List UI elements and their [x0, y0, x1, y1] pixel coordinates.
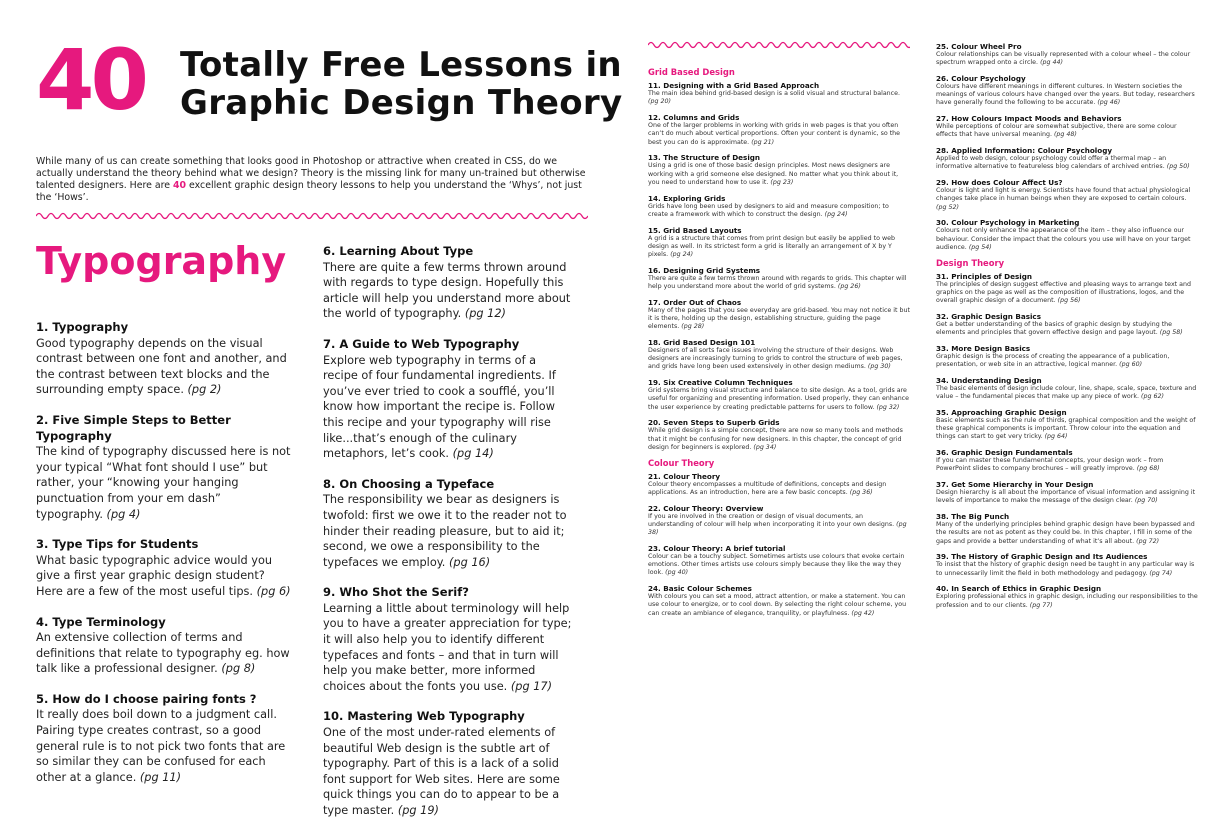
- lesson-page-ref: (pg 70): [1134, 497, 1158, 505]
- lesson-description: [936, 385, 1198, 401]
- lesson-title: 27. How Colours Impact Moods and Behaviors: [936, 114, 1122, 124]
- lesson-page-ref: (pg 34): [753, 443, 777, 451]
- lesson-title: 24. Basic Colour Schemes: [648, 584, 752, 594]
- lesson-description: [648, 90, 910, 106]
- lesson-title: 1. Typography: [36, 320, 129, 334]
- lesson-page-ref: (pg 62): [1141, 393, 1164, 401]
- lesson-body: Colour relationships can be visually represented with a colour wheel – the colour spectrum wrapped onto a circle.: [936, 51, 1191, 67]
- lesson-description: [648, 427, 910, 452]
- lesson-description: [936, 521, 1198, 546]
- lesson-description: [323, 601, 573, 695]
- intro-text-b: excellent graphic design theory lessons to help you understand the ‘Whys’, not just the ‘Hows’.: [36, 180, 582, 203]
- lesson-description: [323, 353, 573, 462]
- lesson-item: [648, 194, 910, 219]
- lesson-item: [36, 413, 291, 522]
- lesson-description: [36, 444, 291, 522]
- lesson-body: Using a grid is one of those basic design principles. Most news designers are working with a grid someone else designed. No matter what you think about it, you need to understand how to use it.: [648, 162, 899, 186]
- lesson-body: Good typography depends on the visual contrast between one font and another, and the contrast between text blocks and the surrounding empty space.: [36, 336, 287, 397]
- lesson-item: [648, 418, 910, 452]
- lesson-description: [36, 553, 291, 600]
- lesson-page-ref: (pg 32): [876, 403, 900, 411]
- lesson-title: 7. A Guide to Web Typography: [323, 336, 520, 351]
- wave-divider-left: [36, 211, 588, 221]
- lesson-body: What basic typographic advice would you give a first year graphic design student? Here are a few of the most useful tips.: [36, 553, 273, 598]
- lesson-item: [936, 312, 1198, 337]
- intro-highlight: 40: [173, 180, 187, 191]
- lesson-item: [323, 244, 573, 322]
- lesson-page-ref: (pg 26): [837, 283, 861, 291]
- lesson-item: [648, 226, 910, 260]
- lesson-title: 8. On Choosing a Typeface: [323, 476, 495, 491]
- lesson-description: [36, 336, 291, 398]
- lesson-body: If you can master these fundamental concepts, your design work – from PowerPoint slides to company brochures – will greatly improve.: [936, 457, 1164, 473]
- lesson-item: [648, 81, 910, 106]
- lesson-page-ref: (pg 60): [1119, 361, 1143, 369]
- lesson-body: The main idea behind grid-based design is a solid visual and structural balance.: [648, 90, 901, 98]
- lesson-page-ref: (pg 24): [824, 210, 848, 218]
- lesson-page-ref: (pg 24): [670, 251, 694, 259]
- lesson-item: [936, 376, 1198, 401]
- lesson-item: [36, 537, 291, 599]
- page-title: [180, 46, 622, 122]
- lesson-title: 29. How does Colour Affect Us?: [936, 178, 1063, 188]
- lesson-item: [648, 472, 910, 497]
- lesson-page-ref: (pg 6): [256, 584, 291, 598]
- right-column-2: [936, 42, 1198, 616]
- lesson-body: Exploring professional ethics in graphic design, including our responsibilities to the profession and to our clients.: [936, 593, 1198, 609]
- lesson-description: [936, 489, 1198, 505]
- lesson-page-ref: (pg 8): [221, 662, 256, 676]
- lesson-page-ref: (pg 19): [397, 804, 439, 817]
- lesson-page-ref: (pg 14): [452, 447, 494, 461]
- lesson-item: [648, 378, 910, 412]
- lesson-page-ref: (pg 74): [1149, 569, 1173, 577]
- lesson-page-ref: (pg 4): [106, 507, 141, 521]
- lesson-title: 33. More Design Basics: [936, 344, 1031, 354]
- lesson-body: There are quite a few terms thrown around with regards to grids. This chapter will help you understand more about the world of grid systems.: [648, 274, 907, 291]
- lesson-body: Learning a little about terminology will help you to have a greater appreciation for type; it will also help you to identify different typefaces and fonts – and that in turn will help you make better, more informed choices about the fonts you use.: [323, 601, 572, 693]
- lesson-description: [936, 187, 1198, 212]
- lesson-title: 28. Applied Information: Colour Psychology: [936, 146, 1113, 156]
- lesson-body: Get a better understanding of the basics of graphic design by studying the elements and principles that govern effective design and page layout.: [936, 321, 1173, 337]
- lesson-page-ref: (pg 54): [968, 243, 992, 251]
- lesson-title: 14. Exploring Grids: [648, 193, 726, 203]
- lesson-item: [648, 153, 910, 187]
- lesson-description: [936, 83, 1198, 108]
- lesson-body: Colour can be a touchy subject. Sometimes artists use colours that evoke certain emotions. Other times artists use colours simply because they like the way they look.: [648, 553, 905, 577]
- lesson-title: 35. Approaching Graphic Design: [936, 408, 1067, 418]
- lesson-item: [936, 146, 1198, 171]
- lesson-item: [936, 512, 1198, 546]
- lesson-description: [936, 417, 1198, 442]
- lesson-description: [936, 321, 1198, 337]
- lesson-item: [323, 477, 573, 571]
- lesson-description: [36, 707, 291, 785]
- lesson-item: [936, 552, 1198, 577]
- lesson-item: [36, 320, 291, 398]
- lesson-title: 3. Type Tips for Students: [36, 537, 199, 552]
- lesson-page-ref: (pg 17): [510, 679, 552, 693]
- typography-column-2: [323, 244, 573, 834]
- lesson-description: [648, 122, 910, 147]
- lesson-title: 36. Graphic Design Fundamentals: [936, 448, 1073, 458]
- lesson-body: Applied to web design, colour psychology could offer a thermal map – an informative alternative to featureless blog calendars of archived entries.: [936, 155, 1167, 171]
- typography-column-1: [36, 320, 291, 800]
- lesson-page-ref: (pg 20): [648, 98, 671, 106]
- lesson-title: 26. Colour Psychology: [936, 74, 1026, 83]
- lesson-body: The kind of typography discussed here is not your typical “What font should I use” but rather, your “knowing your hanging punctuation from your em dash” typography.: [36, 445, 291, 521]
- lesson-item: [936, 74, 1198, 108]
- typography-heading: Typography: [36, 239, 287, 283]
- lesson-body: Grids have long been used by designers to aid and measure composition; to create a framework with which to construct the design.: [648, 202, 889, 218]
- lesson-title: 38. The Big Punch: [936, 512, 1010, 522]
- lesson-body: One of the most under-rated elements of beautiful Web design is the subtle art of typography. Part of this is a lack of a solid font support for Web sites. Here are some quick things you can do to appear to be a type master.: [323, 726, 560, 817]
- lesson-page-ref: (pg 44): [1040, 59, 1063, 67]
- lesson-body: A grid is a structure that comes from print design but easily be applied to web design as well. In its strictest form a grid is literally an arrangement of X by Y pixels.: [648, 234, 895, 259]
- lesson-title: 11. Designing with a Grid Based Approach: [648, 81, 820, 91]
- lesson-body: Grid systems bring visual structure and balance to site design. As a tool, grids are useful for organizing and presenting information. Used properly, they can enhance the user experience by creating predictable patterns for users to follow.: [648, 387, 910, 411]
- lesson-item: [648, 504, 910, 538]
- number-40: 40: [36, 31, 145, 129]
- lesson-body: Colour is light and light is energy. Scientists have found that actual physiological changes take place in human beings when they are exposed to certain colours.: [936, 187, 1191, 203]
- lesson-body: Explore web typography in terms of a recipe of four fundamental ingredients. If you’ve ever tried to cook a soufflé, you’ll know how important the recipe is. Follow this recipe and your typography will rise like...that’s enough of the culinary metaphors, let’s cook.: [323, 353, 556, 461]
- title-line-2: Graphic Design Theory: [180, 83, 623, 123]
- lesson-body: With colours you can set a mood, attract attention, or make a statement. You can use colour to energize, or to cool down. By selecting the right colour scheme, you can create an ambiance of elegance, tranquility, or playfulness.: [648, 593, 907, 617]
- lesson-page-ref: (pg 28): [681, 323, 705, 331]
- lesson-page-ref: (pg 21): [751, 138, 775, 146]
- lesson-page-ref: (pg 42): [851, 609, 875, 617]
- lesson-page-ref: (pg 52): [936, 203, 959, 211]
- lesson-title: 10. Mastering Web Typography: [323, 709, 525, 724]
- lesson-page-ref: (pg 50): [1166, 163, 1190, 171]
- lesson-item: [936, 344, 1198, 369]
- lesson-body: Colours not only enhance the appearance of the item – they also influence our behaviour. Consider the impact that the colours you use will have on your target audience.: [936, 227, 1191, 251]
- lesson-item: [936, 114, 1198, 139]
- lesson-item: [936, 448, 1198, 473]
- lesson-page-ref: (pg 38): [648, 521, 907, 537]
- lesson-description: [936, 227, 1198, 252]
- lesson-body: The principles of design suggest effective and pleasing ways to arrange text and graphics on the page as well as the composition of illustrations, logos, and the overall graphic design of a document.: [936, 280, 1191, 305]
- lesson-page-ref: (pg 23): [770, 178, 794, 186]
- lesson-body: Designers of all sorts face issues involving the structure of their designs. Web designers are increasingly turning to grids to control the structure of web pages, and grids have long been used extensively in other design mediums.: [648, 347, 903, 371]
- lesson-title: 17. Order Out of Chaos: [648, 297, 742, 307]
- lesson-item: [36, 615, 291, 677]
- lesson-item: [936, 42, 1198, 67]
- lesson-page-ref: (pg 36): [849, 489, 873, 497]
- lesson-description: [648, 593, 910, 618]
- lesson-body: If you are involved in the creation or design of visual documents, an understanding of colour will help when incorporating it into your own designs.: [648, 512, 895, 529]
- lesson-body: Graphic design is the process of creating the appearance of a publication, presentation, or web site in an attractive, logical manner.: [936, 353, 1170, 369]
- lesson-description: [323, 260, 573, 322]
- lesson-title: 21. Colour Theory: [648, 471, 721, 481]
- lesson-body: Colours have different meanings in different cultures. In Western societies the meanings of various colours have changed over the years. But today, researchers have generally found the following to be accurate.: [936, 83, 1195, 107]
- title-line-1: Totally Free Lessons in: [180, 45, 622, 85]
- lesson-description: [648, 387, 910, 412]
- lesson-item: [936, 272, 1198, 306]
- section-heading-colour: Colour Theory: [648, 457, 715, 468]
- lesson-description: [936, 123, 1198, 139]
- lesson-item: [648, 338, 910, 372]
- lesson-item: [648, 584, 910, 618]
- lesson-description: [648, 203, 910, 219]
- lesson-title: 23. Colour Theory: A brief tutorial: [648, 544, 786, 554]
- lesson-page-ref: (pg 2): [187, 383, 222, 397]
- right-column-1: [648, 62, 910, 624]
- lesson-title: 39. The History of Graphic Design and Its Audiences: [936, 552, 1148, 562]
- lesson-page-ref: (pg 58): [1159, 329, 1183, 337]
- lesson-description: [936, 281, 1198, 306]
- intro-text-a: While many of us can create something that looks good in Photoshop or attractive when created in CSS, do we actually understand the theory behind what we design? Theory is the missing link for many un-trained but otherwise talented designers. Here are: [36, 156, 586, 191]
- lesson-body: An extensive collection of terms and definitions that relate to typography eg. how talk like a professional designer.: [36, 631, 290, 676]
- lesson-title: 6. Learning About Type: [323, 244, 474, 258]
- lesson-item: [936, 480, 1198, 505]
- lesson-page-ref: (pg 77): [1029, 601, 1053, 609]
- lesson-item: [648, 113, 910, 147]
- lesson-title: 25. Colour Wheel Pro: [936, 42, 1022, 51]
- lesson-title: 18. Grid Based Design 101: [648, 338, 756, 348]
- lesson-item: [323, 337, 573, 462]
- lesson-title: 32. Graphic Design Basics: [936, 312, 1041, 322]
- lesson-description: [936, 593, 1198, 609]
- lesson-item: [648, 298, 910, 332]
- lesson-description: [936, 353, 1198, 369]
- lesson-item: [936, 408, 1198, 442]
- lesson-description: [323, 492, 573, 570]
- lesson-page-ref: (pg 48): [1053, 131, 1077, 139]
- lesson-title: 5. How do I choose pairing fonts ?: [36, 691, 257, 706]
- lesson-body: Colour theory encompasses a multitude of definitions, concepts and design applications. As an introduction, here are a few basic concepts.: [648, 480, 887, 497]
- lesson-body: Many of the pages that you see everyday are grid-based. You may not notice it but it is there, holding up the design, establishing structure, guiding the page elements.: [648, 306, 910, 331]
- lesson-page-ref: (pg 16): [449, 555, 491, 569]
- lesson-title: 12. Columns and Grids: [648, 113, 740, 123]
- section-heading-grid: Grid Based Design: [648, 67, 735, 77]
- section-heading-design: Design Theory: [936, 257, 1005, 268]
- lesson-title: 16. Designing Grid Systems: [648, 265, 761, 275]
- lesson-title: 19. Six Creative Column Techniques: [648, 378, 793, 388]
- lesson-title: 2. Five Simple Steps to Better Typography: [36, 412, 231, 443]
- lesson-title: 20. Seven Steps to Superb Grids: [648, 418, 780, 428]
- lesson-description: [648, 235, 910, 260]
- lesson-page-ref: (pg 64): [1044, 433, 1068, 441]
- lesson-description: [36, 630, 291, 677]
- lesson-description: [648, 162, 910, 187]
- lesson-description: [936, 457, 1198, 473]
- lesson-body: It really does boil down to a judgment call. Pairing type creates contrast, so a good general rule is to not pick two fonts that are so similar they can be confused for each other at a glance.: [36, 708, 286, 784]
- lesson-item: [36, 692, 291, 786]
- lesson-title: 22. Colour Theory: Overview: [648, 503, 764, 513]
- lesson-description: [648, 347, 910, 372]
- lesson-description: [648, 553, 910, 578]
- lesson-page-ref: (pg 56): [1057, 297, 1081, 305]
- lesson-page-ref: (pg 30): [867, 363, 891, 371]
- lesson-title: 15. Grid Based Layouts: [648, 225, 742, 235]
- lesson-description: [648, 307, 910, 332]
- lesson-title: 4. Type Terminology: [36, 614, 166, 629]
- lesson-page-ref: (pg 72): [1136, 537, 1160, 545]
- lesson-description: [323, 725, 573, 819]
- lesson-body: While grid design is a simple concept, there are now so many tools and methods that it might be confusing for new designers. In this chapter, the concept of grid design for beginners is explored.: [648, 427, 903, 451]
- lesson-page-ref: (pg 40): [665, 569, 689, 577]
- lesson-description: [648, 481, 910, 497]
- lesson-body: Basic elements such as the rule of thirds, graphical composition and the weight of these graphical components is important. Throw colour into the equation and things can start to get very tricky.: [936, 417, 1196, 441]
- intro-paragraph: [36, 156, 596, 204]
- lesson-body: To insist that the history of graphic design need be taught in any particular way is to unnecessarily limit the field in both methodology and pedagogy.: [936, 561, 1195, 577]
- lesson-page-ref: (pg 46): [1097, 99, 1121, 107]
- lesson-page-ref: (pg 11): [139, 770, 182, 784]
- lesson-body: Many of the underlying principles behind graphic design have been bypassed and the results are not as potent as they could be. In this chapter, I fill in some of the gaps and provide a better understanding of what it’s all about.: [936, 521, 1195, 545]
- lesson-description: [648, 513, 910, 538]
- lesson-description: [936, 51, 1198, 67]
- lesson-page-ref: (pg 12): [464, 307, 506, 321]
- lesson-description: [936, 155, 1198, 171]
- lesson-body: While perceptions of colour are somewhat subjective, there are some colour effects that have universal meaning.: [936, 123, 1177, 139]
- wave-divider-right: [648, 40, 910, 50]
- lesson-title: 30. Colour Psychology in Marketing: [936, 218, 1080, 228]
- lesson-body: There are quite a few terms thrown around with regards to type design. Hopefully this article will help you understand more about the world of typography.: [323, 260, 571, 321]
- lesson-body: The responsibility we bear as designers is twofold: first we owe it to the reader not to hinder their reading pleasure, but to aid it; second, we owe a responsibility to the typefaces we employ.: [323, 493, 567, 569]
- lesson-title: 40. In Search of Ethics in Graphic Design: [936, 584, 1102, 594]
- lesson-item: [936, 178, 1198, 212]
- lesson-title: 31. Principles of Design: [936, 271, 1033, 281]
- lesson-title: 37. Get Some Hierarchy in Your Design: [936, 480, 1094, 490]
- lesson-body: Design hierarchy is all about the importance of visual information and assigning it levels of importance to make the message of the design clear.: [936, 489, 1196, 505]
- lesson-item: [936, 584, 1198, 609]
- lesson-description: [936, 561, 1198, 577]
- lesson-item: [648, 544, 910, 578]
- lesson-item: [648, 266, 910, 291]
- lesson-item: [936, 218, 1198, 252]
- lesson-body: One of the larger problems in working with grids in web pages is that you often can’t do much about vertical proportions. Often your content is dynamic, so the best you can do is approximate.: [648, 122, 901, 146]
- lesson-item: [323, 585, 573, 694]
- lesson-title: 9. Who Shot the Serif?: [323, 585, 469, 600]
- lesson-title: 13. The Structure of Design: [648, 153, 761, 163]
- lesson-body: The basic elements of design include colour, line, shape, scale, space, texture and value – the fundamental pieces that make up any piece of work.: [936, 385, 1197, 401]
- lesson-item: [323, 709, 573, 818]
- lesson-description: [648, 275, 910, 291]
- lesson-title: 34. Understanding Design: [936, 376, 1042, 386]
- lesson-page-ref: (pg 68): [1136, 465, 1160, 473]
